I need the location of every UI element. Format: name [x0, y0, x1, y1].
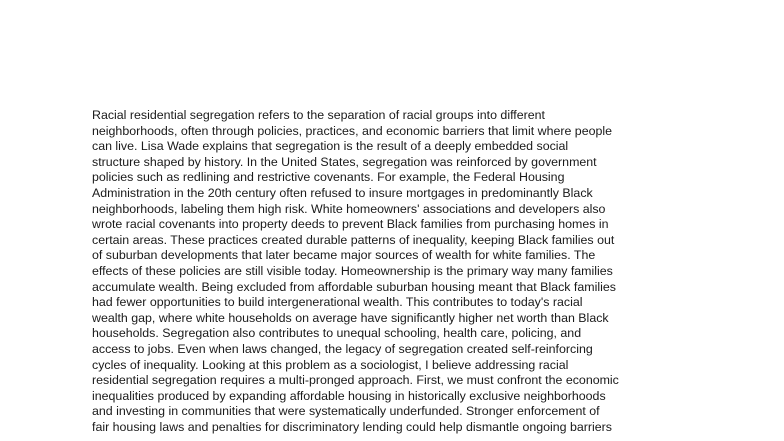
- text-line: Administration in the 20th century often refused to insure mortgages in predominantly Black: [92, 185, 593, 200]
- text-line: fair housing laws and penalties for discriminatory lending could help dismantle ongoing barriers: [92, 419, 613, 434]
- text-line: had fewer opportunities to build intergenerational wealth. This contributes to today's racial: [92, 295, 583, 310]
- text-line: structure shaped by history. In the United States, segregation was reinforced by government: [92, 154, 597, 169]
- text-line: effects of these policies are still visible today. Homeownership is the primary way many families: [92, 263, 613, 278]
- text-line: of suburban developments that later became major sources of wealth for white families. The: [92, 248, 596, 263]
- text-line: wrote racial covenants into property deeds to prevent Black families from purchasing homes in: [92, 217, 609, 232]
- text-line: residential segregation requires a multi-pronged approach. First, we must confront the economic: [92, 373, 619, 388]
- text-line: households. Segregation also contributes to unequal schooling, health care, policing, and: [92, 326, 582, 341]
- essay-paragraph: [92, 108, 732, 435]
- text-line: policies such as redlining and restrictive covenants. For example, the Federal Housing: [92, 170, 565, 185]
- text-line: wealth gap, where white households on average have significantly higher net worth than Black: [92, 310, 609, 325]
- text-line: accumulate wealth. Being excluded from affordable suburban housing meant that Black families: [92, 279, 616, 294]
- text-line: neighborhoods, often through policies, practices, and economic barriers that limit where people: [92, 123, 613, 138]
- text-line: can live. Lisa Wade explains that segregation is the result of a deeply embedded social: [92, 139, 569, 154]
- text-line: neighborhoods, labeling them high risk. White homeowners' associations and developers also: [92, 201, 606, 216]
- text-line: and investing in communities that were systematically underfunded. Stronger enforcement of: [92, 404, 600, 419]
- text-line: access to jobs. Even when laws changed, the legacy of segregation created self-reinforcing: [92, 341, 593, 356]
- text-line: Racial residential segregation refers to the separation of racial groups into different: [92, 108, 545, 122]
- text-line: certain areas. These practices created durable patterns of inequality, keeping Black families out: [92, 232, 615, 247]
- text-line: inequalities produced by expanding affordable housing in historically exclusive neighborhoods: [92, 388, 606, 403]
- text-line: cycles of inequality. Looking at this problem as a sociologist, I believe addressing racial: [92, 357, 569, 372]
